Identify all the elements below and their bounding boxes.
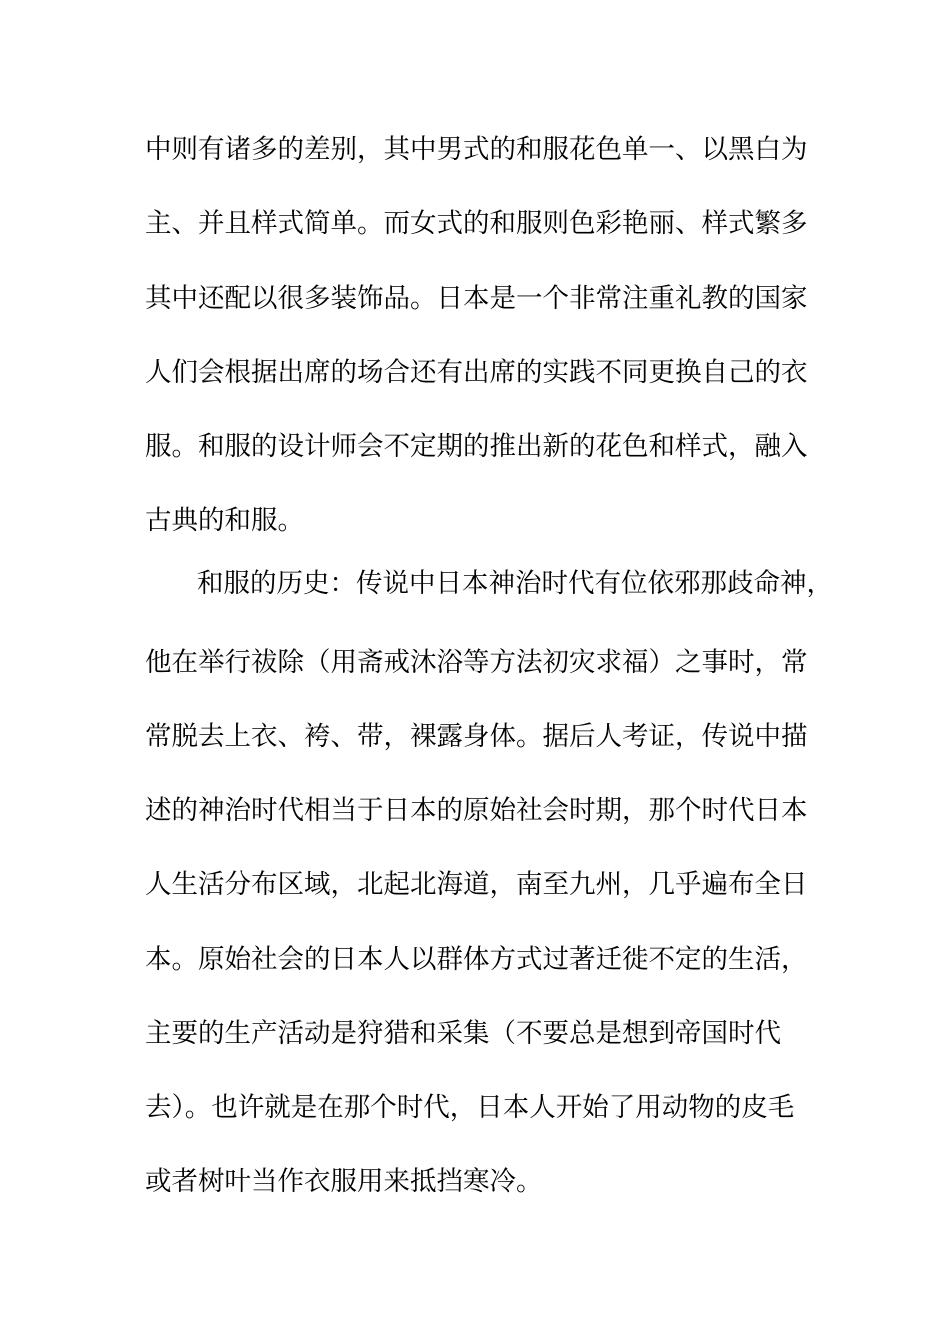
text-line: 主要的生产活动是狩猎和采集（不要总是想到帝国时代 bbox=[145, 1018, 781, 1049]
paragraph-first-line: 和服的历史：传说中日本神治时代有位依邪那歧命神， bbox=[197, 568, 833, 599]
text-line: 他在举行祓除（用斋戒沐浴等方法初灾求福）之事时，常 bbox=[145, 647, 808, 678]
text-line: 述的神治时代相当于日本的原始社会时期，那个时代日本 bbox=[145, 795, 808, 826]
text-line: 中则有诸多的差别，其中男式的和服花色单一、以黑白为 bbox=[145, 134, 808, 165]
text-line: 其中还配以很多装饰品。日本是一个非常注重礼教的国家 bbox=[145, 283, 808, 314]
text-line: 常脱去上衣、袴、带，裸露身体。据后人考证，传说中描 bbox=[145, 721, 808, 752]
text-line: 人生活分布区域，北起北海道，南至九州，几乎遍布全日 bbox=[145, 869, 808, 900]
text-line: 古典的和服。 bbox=[145, 505, 304, 536]
text-line: 主、并且样式简单。而女式的和服则色彩艳丽、样式繁多 bbox=[145, 208, 808, 239]
text-line: 去）。也许就是在那个时代，日本人开始了用动物的皮毛 bbox=[145, 1092, 795, 1123]
text-line: 本。原始社会的日本人以群体方式过著迁徙不定的生活， bbox=[145, 944, 808, 975]
text-line: 或者树叶当作衣服用来抵挡寒冷。 bbox=[145, 1166, 543, 1197]
text-line: 人们会根据出席的场合还有出席的实践不同更换自己的衣 bbox=[145, 357, 808, 388]
text-line: 服。和服的设计师会不定期的推出新的花色和样式，融入 bbox=[145, 431, 808, 462]
